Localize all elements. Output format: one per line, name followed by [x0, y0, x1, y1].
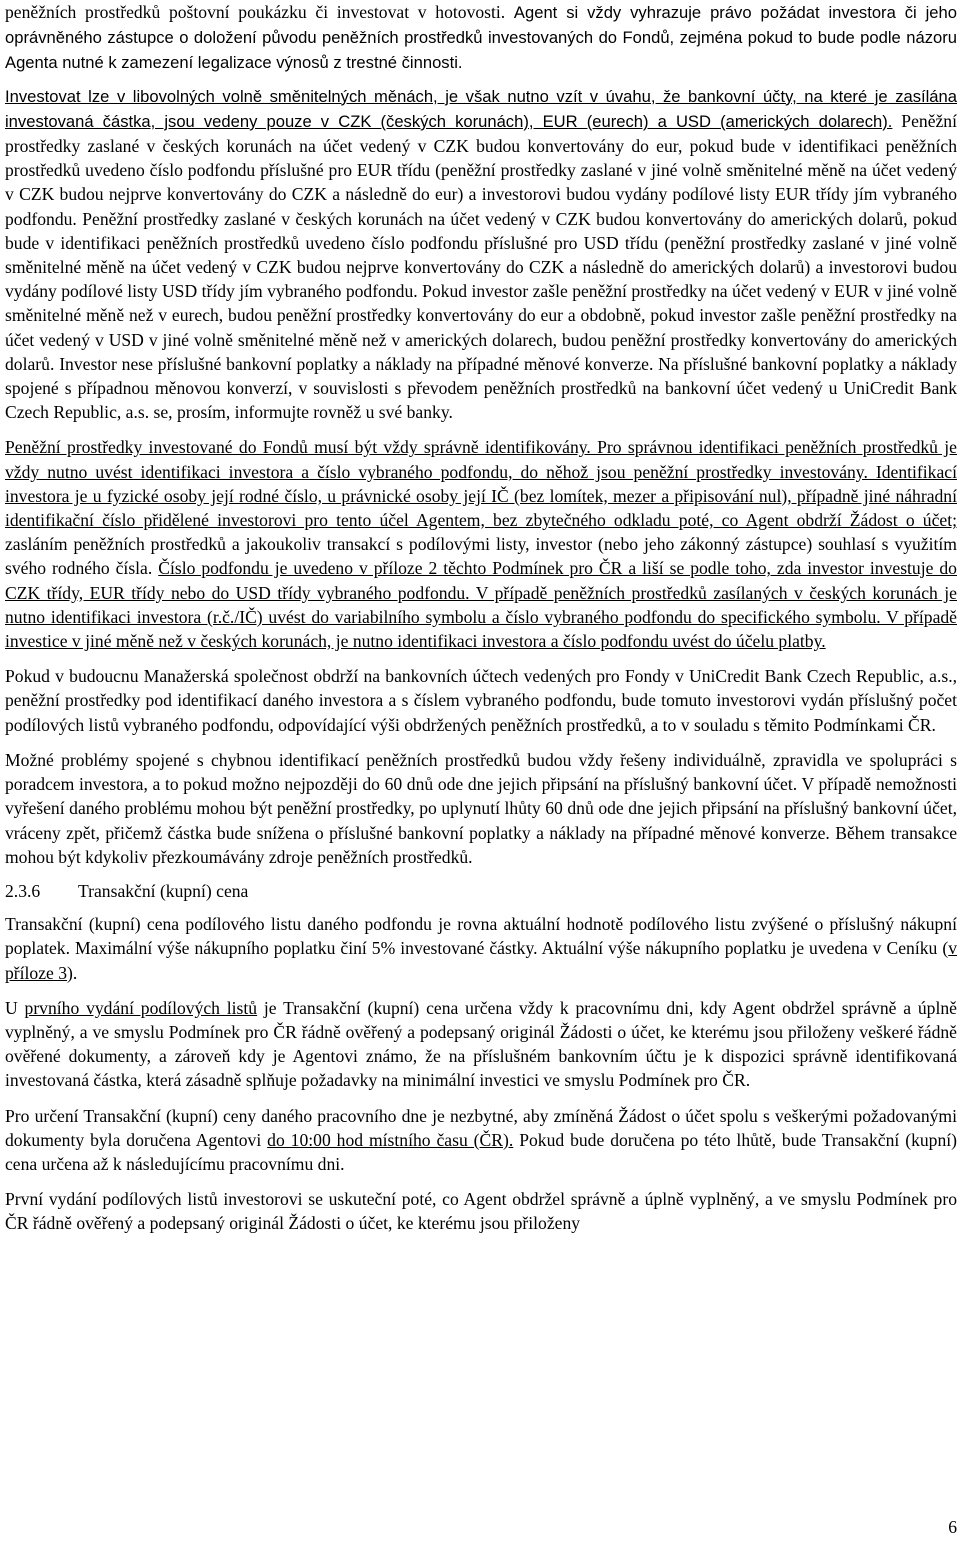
- text-segment-underlined: prvního vydání podílových listů: [24, 997, 258, 1018]
- text-segment-underlined: Investovat lze v libovolných volně směnitelných měnách, je však nutno vzít v úvahu, že bankovní účty, na které je zasílána investovaná částka, jsou vedeny pouze v CZK (českých korunách), EUR (eurech) a USD (amerických dolarech).: [5, 86, 957, 131]
- text-segment-underlined: Číslo podfondu je uvedeno v příloze 2 těchto Podmínek pro ČR a liší se podle toho, zda investor investuje do CZK třídy, EUR třídy nebo do USD třídy vybraného podfondu. V případě peněžních prostředků zasílaných v českých korunách je nutno identifikaci investora (r.č./IČ) uvést do variabilního symbolu a číslo vybraného podfondu do specifického symbolu. V případě investice v jiné měně než v českých korunách, je nutno identifikaci investora a číslo podfondu uvést do účelu platby.: [5, 558, 957, 652]
- paragraph-problems: Možné problémy spojené s chybnou identifikací peněžních prostředků budou vždy řešeny individuálně, zpravidla ve spolupráci s poradcem investora, a to pokud možno nejpozději do 60 dnů ode dne jejich připsání na příslušný bankovní účet. V případě nemožnosti vyřešení daného problému mohou být peněžní prostředky, po uplynutí lhůty 60 dnů ode dne jejich připsání na příslušný bankovní účet, vráceny zpět, přičemž částka bude snížena o příslušné bankovní poplatky a náklady na případné měnové konverze. Během transakce mohou být kdykoliv přezkoumávány zdroje peněžních prostředků.: [5, 749, 957, 867]
- paragraph-first-issue: [5, 996, 957, 1093]
- text-segment-underlined: do 10:00 hod místního času (ČR).: [267, 1129, 514, 1150]
- text-segment: peněžních prostředků poštovní poukázku či investovat v hotovosti.: [5, 2, 514, 22]
- text-segment-underlined: v příloze 3: [5, 938, 957, 983]
- text-segment: je Transakční (kupní) cena určena vždy k pracovnímu dni, kdy Agent obdržel správně a úplně vyplněný, a ve smyslu Podmínek pro ČR řádně ověřený a podepsaný originál Žádosti o účet, ke kterému jsou přiloženy veškeré řádně ověřené dokumenty, a zároveň kdy je Agentovi známo, že na příslušném bankovním účtu je k dispozici správně identifikovaná investovaná částka, která zásadně splňuje požadavky na minimální investici ve smyslu Podmínek pro ČR.: [5, 997, 957, 1091]
- text-segment: Pokud bude doručena po této lhůtě, bude Transakční (kupní) cena určena až k následujícímu pracovnímu dni.: [5, 1129, 957, 1174]
- text-segment-underlined: Peněžní prostředky investované do Fondů musí být vždy správně identifikovány. Pro správnou identifikaci peněžních prostředků je vždy nutno uvést identifikaci investora a číslo vybraného podfondu, do něhož jsou peněžní prostředky investovány. Identifikací investora je u fyzické osoby její rodné číslo, u právnické osoby její IČ (bez lomítek, mezer a připisování nul), případně jiné náhradní identifikační číslo přidělené investorovi pro tento účel Agentem, bez zbytečného odkladu poté, co Agent obdrží Žádost o účet;: [5, 437, 957, 531]
- text-segment: ).: [67, 962, 78, 983]
- text-segment: Transakční (kupní) cena podílového listu daného podfondu je rovna aktuální hodnotě podílového listu zvýšené o příslušný nákupní poplatek. Maximální výše nákupního poplatku činí 5% investované částky. Aktuální výše nákupního poplatku je uvedena v Ceníku (: [5, 914, 957, 959]
- text-segment: zasláním peněžních prostředků a jakoukoliv transakcí s podílovými listy, investor (nebo jeho zákonný zástupce) souhlasí s využitím svého rodného čísla.: [5, 534, 957, 579]
- paragraph-first-issue-execution: První vydání podílových listů investorovi se uskuteční poté, co Agent obdržel správně a úplně vyplněný, a ve smyslu Podmínek pro ČR řádně ověřený a podepsaný originál Žádosti o účet, ke kterému jsou přiloženy: [5, 1189, 957, 1234]
- paragraph-identification: [5, 435, 957, 653]
- text-segment-sans: Agent si vždy vyhrazuje právo požádat investora či jeho oprávněného zástupce o doložení původu peněžních prostředků investovaných do Fondů, zejména pokud to bude podle názoru Agenta nutné k zamezení legalizace výnosů z trestné činnosti.: [5, 3, 957, 73]
- paragraph-currencies: [5, 84, 957, 425]
- section-heading: [5, 879, 957, 903]
- text-segment: Pro určení Transakční (kupní) ceny daného pracovního dne je nezbytné, aby zmíněná Žádost o účet spolu s veškerými požadovanými dokumenty byla doručena Agentovi: [5, 1105, 957, 1150]
- page-number: 6: [948, 1517, 957, 1537]
- paragraph-transaction-price: [5, 912, 957, 985]
- paragraph-future-receipts: Pokud v budoucnu Manažerská společnost obdrží na bankovních účtech vedených pro Fondy v UniCredit Bank Czech Republic, a.s., peněžní prostředky pod identifikací daného investora a s číslem vybraného podfondu, bude tomuto investorovi vydán příslušný počet podílových listů vybraného podfondu, odpovídající výši obdržených peněžních prostředků, a to v souladu s těmito Podmínkami ČR.: [5, 666, 957, 735]
- text-segment: U: [5, 997, 25, 1018]
- text-segment: Peněžní prostředky zaslané v českých korunách na účet vedený v CZK budou konvertovány do eur, pokud bude v identifikaci peněžních prostředků uvedeno číslo podfondu příslušné pro EUR třídu (peněžní prostředky zaslané v jiné volně směnitelné měně na účet vedený v CZK budou nejprve konvertovány do CZK a následně do eur) a investorovi budou vydány podílové listy EUR třídy jím vybraného podfondu. Peněžní prostředky zaslané v českých korunách na účet vedený v CZK budou konvertovány do amerických dolarů, pokud bude v identifikaci peněžních prostředků uvedeno číslo podfondu příslušné pro USD třídu (peněžní prostředky zaslané v jiné volně směnitelné měně na účet vedený v CZK budou nejprve konvertovány do CZK a následně do amerických dolarů) a investorovi budou vydány podílové listy USD třídy jím vybraného podfondu. Pokud investor zašle peněžní prostředky na účet vedený v EUR v jiné volně směnitelné měně než v eurech, budou peněžní prostředky konvertovány do eur a obdobně, pokud investor zašle peněžní prostředky na účet vedený v USD v jiné volně směnitelné měně než v amerických dolarech, budou peněžní prostředky konvertovány do amerických dolarů. Investor nese příslušné bankovní poplatky a náklady na případné měnové konverze. Na příslušné bankovní poplatky a náklady spojené s případnou měnovou konverzí, v souvislosti s převodem peněžních prostředků na bankovní účet vedený u UniCredit Bank Czech Republic, a.s. se, prosím, informujte rovněž u své banky.: [5, 110, 957, 423]
- section-number: 2.3.6: [5, 880, 41, 901]
- paragraph-deadline: [5, 1104, 957, 1177]
- paragraph-payment-methods: [5, 0, 957, 76]
- section-title: Transakční (kupní) cena: [78, 880, 249, 901]
